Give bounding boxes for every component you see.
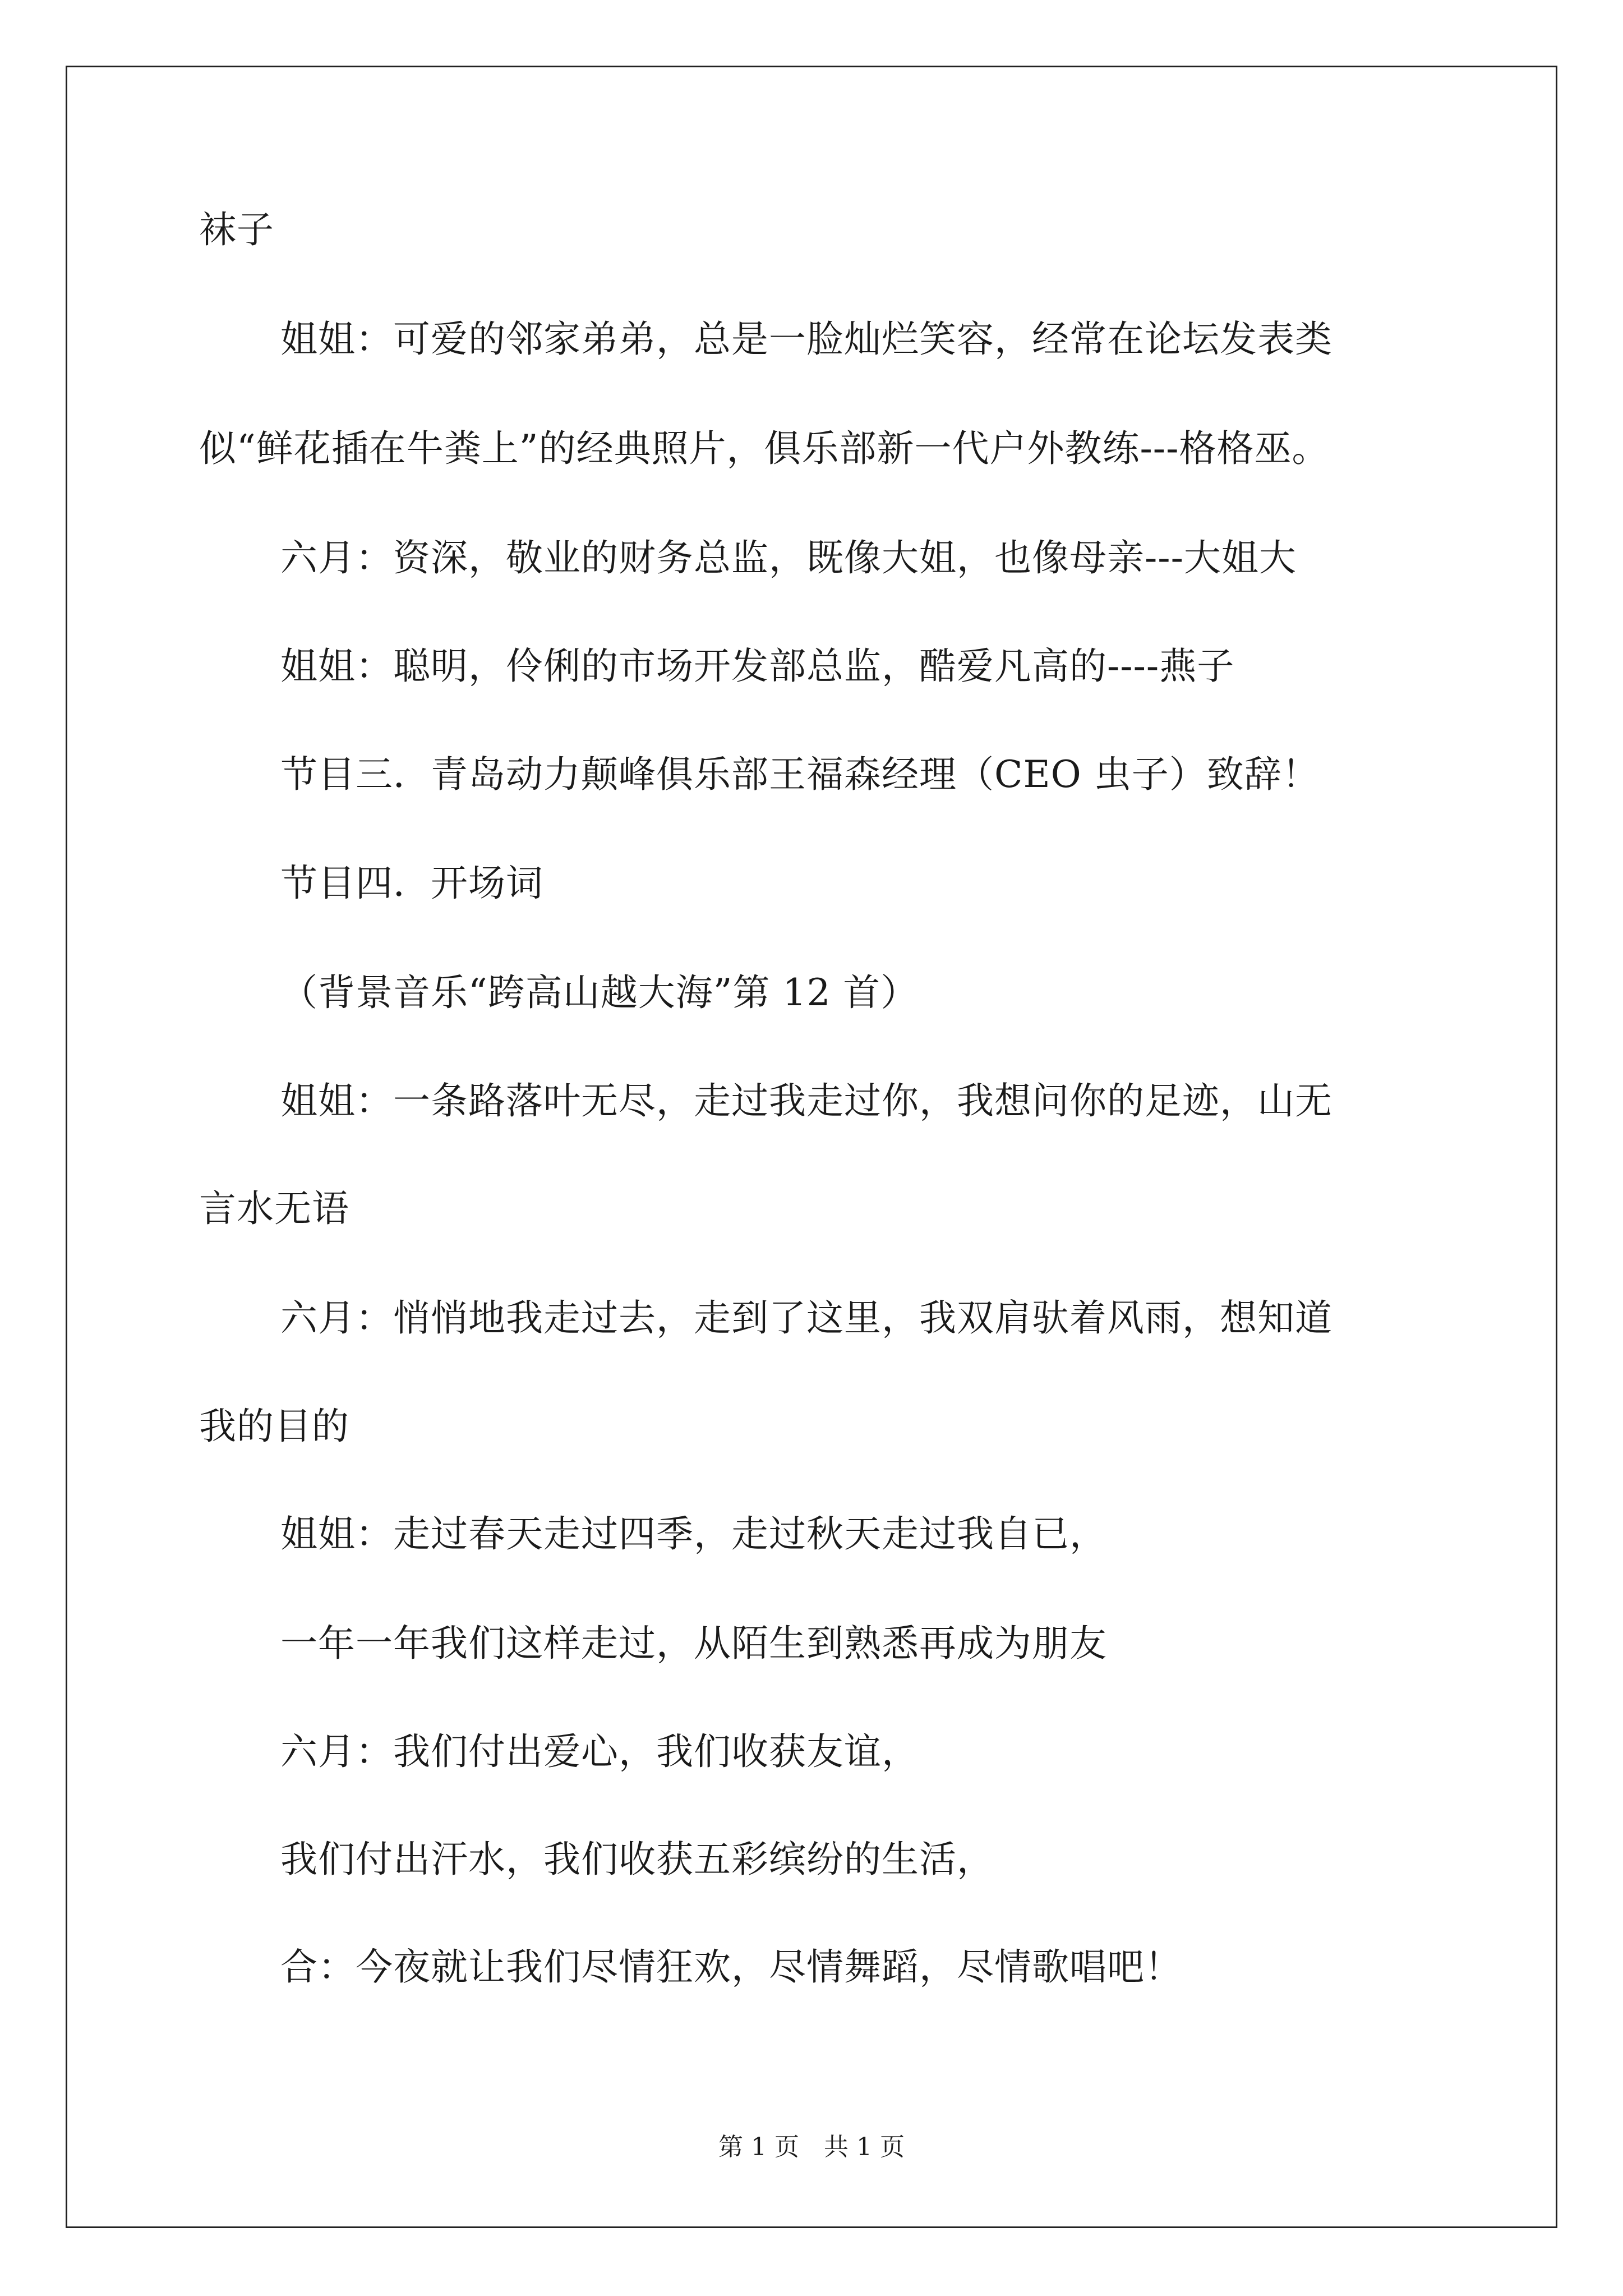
text-line-16: 我们付出汗水，我们收获五彩缤纷的生活， (280, 1838, 994, 1881)
page-number-footer: 第 1 页 共 1 页 (718, 2133, 905, 2161)
text-line-8: （背景音乐“跨高山越大海”第 12 首） (280, 971, 919, 1014)
page-frame (66, 66, 1557, 2228)
text-line-17: 合：今夜就让我们尽情狂欢，尽情舞蹈，尽情歌唱吧！ (280, 1945, 1182, 1989)
text-line-11: 六月：悄悄地我走过去，走到了这里，我双肩驮着风雨，想知道 (280, 1296, 1332, 1340)
text-line-7: 节目四．开场词 (280, 862, 543, 905)
text-line-3: 似“鲜花插在牛粪上”的经典照片，俱乐部新一代户外教练---格格巫。 (199, 427, 1330, 470)
text-line-14: 一年一年我们这样走过，从陌生到熟悉再成为朋友 (280, 1622, 1107, 1665)
text-line-12: 我的目的 (199, 1405, 349, 1448)
text-line-9: 姐姐：一条路落叶无尽，走过我走过你，我想问你的足迹，山无 (280, 1079, 1332, 1122)
text-line-1: 袜子 (199, 208, 274, 251)
text-line-13: 姐姐：走过春天走过四季，走过秋天走过我自已， (280, 1512, 1107, 1556)
text-line-15: 六月：我们付出爱心，我们收获友谊， (280, 1730, 919, 1773)
text-line-2: 姐姐：可爱的邻家弟弟，总是一脸灿烂笑容，经常在论坛发表类 (280, 318, 1332, 361)
text-line-5: 姐姐：聪明，伶俐的市场开发部总监，酷爱凡高的----燕子 (280, 645, 1235, 688)
text-line-4: 六月：资深，敬业的财务总监，既像大姐，也像母亲---大姐大 (280, 536, 1297, 579)
text-line-6: 节目三．青岛动力颠峰俱乐部王福森经理（CEO 虫子）致辞！ (280, 753, 1320, 796)
text-line-10: 言水无语 (199, 1187, 349, 1230)
